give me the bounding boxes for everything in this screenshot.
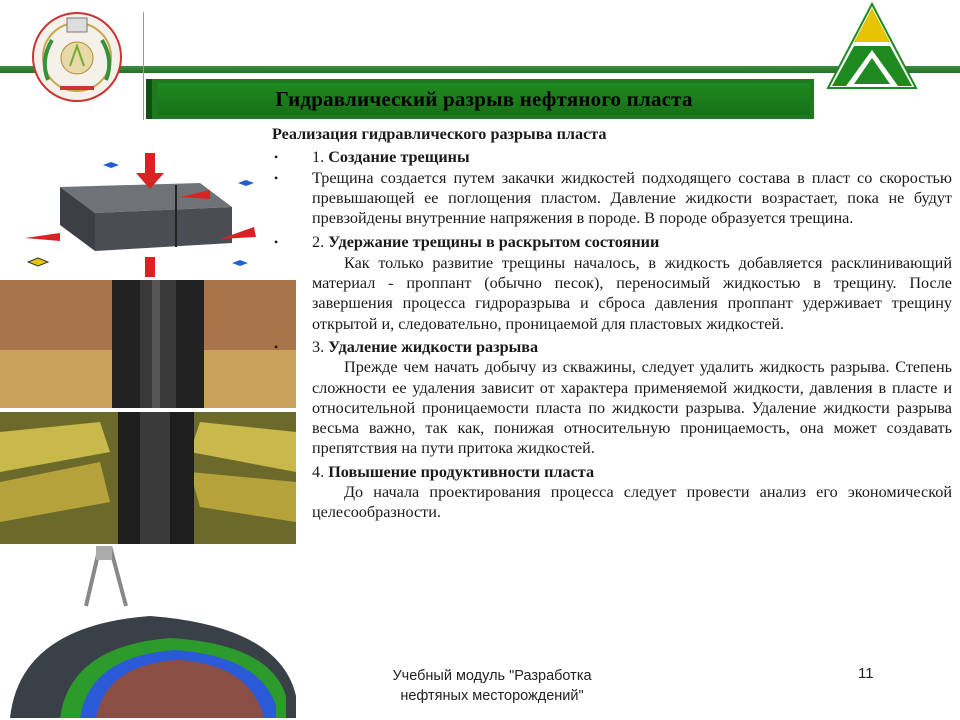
item-number: 4. xyxy=(312,462,325,481)
list-item xyxy=(272,168,952,229)
wellbore-section-image xyxy=(0,280,296,408)
footer-line-1: Учебный модуль "Разработка xyxy=(392,668,592,684)
item-text: Трещина создается путем закачки жидкостей подходящего состава в пласт со скоростью превышающей ее поглощения пластом. Давление жидкости возрастает, пока не будут превзойдены внутренние напряжения в породе. В породе образуется трещина. xyxy=(312,168,952,228)
list-item xyxy=(272,462,952,523)
item-number: 1. xyxy=(312,148,325,167)
section-heading: Реализация гидравлического разрыва пласта xyxy=(272,125,607,143)
list-item xyxy=(272,337,952,459)
item-title: Повышение продуктивности пласта xyxy=(328,462,595,481)
list-item xyxy=(272,147,952,167)
item-title: Создание трещины xyxy=(328,148,470,167)
item-number: 2. xyxy=(312,233,325,252)
slide-content xyxy=(272,124,952,523)
slide-title: Гидравлический разрыв нефтяного пласта xyxy=(275,86,693,111)
fractured-zone-image xyxy=(0,412,296,544)
header-stripe xyxy=(0,66,960,73)
item-text: Прежде чем начать добычу из скважины, следует удалить жидкость разрыва. Степень сложности ее удаления зависит от характера применяемой жидкости, давления в пласте и относительной проницаемости пласта по жидкости разрыва. Удаление жидкости разрыва весьма важно, так как, понижая относительную проницаемость, она может создавать препятствия на пути притока жидкостей. xyxy=(312,358,952,458)
reservoir-dome-image xyxy=(0,546,296,718)
page-number: 11 xyxy=(858,665,874,682)
university-emblem-icon xyxy=(30,10,124,104)
title-bar xyxy=(146,79,814,119)
item-text: Как только развитие трещины началось, в жидкость добавляется расклинивающий материал - проппант (обычно песок), переносимый жидкостью в трещину. После завершения процесса гидроразрыва и сброса давления проппант удерживает трещину открытой и, следовательно, проницаемой для пластовых жидкостей. xyxy=(312,253,952,333)
bullet-icon: • xyxy=(274,170,279,185)
item-title: Удержание трещины в раскрытом состоянии xyxy=(328,233,660,252)
triangle-logo-icon xyxy=(826,2,918,94)
footer-line-2: нефтяных месторождений" xyxy=(400,688,584,704)
rock-block-fracture-image xyxy=(0,135,270,277)
bullet-icon: • xyxy=(274,235,279,250)
header-divider xyxy=(143,12,144,120)
footer xyxy=(362,666,622,706)
item-number: 3. xyxy=(312,337,325,356)
item-title: Удаление жидкости разрыва xyxy=(328,337,539,356)
item-text: До начала проектирования процесса следует провести анализ его экономической целесообразности. xyxy=(312,483,952,522)
title-bar-inner xyxy=(158,83,810,115)
bullet-icon: • xyxy=(274,339,279,354)
list-item xyxy=(272,232,952,333)
bullet-icon: • xyxy=(274,150,279,165)
